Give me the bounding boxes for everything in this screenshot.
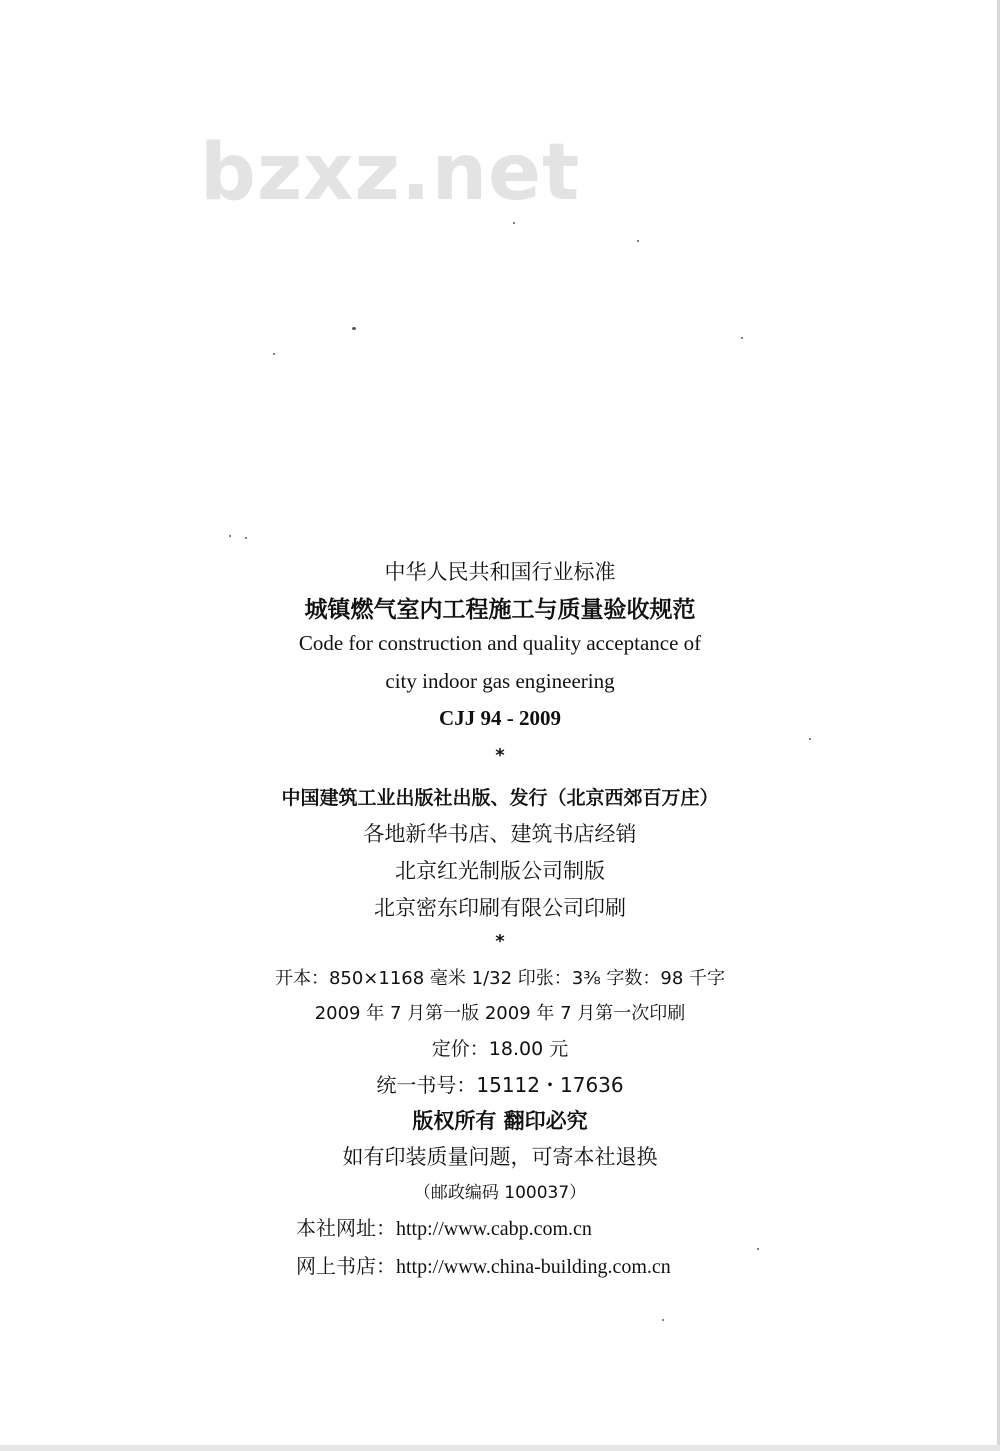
title-cn: 城镇燃气室内工程施工与质量验收规范 (304, 597, 696, 623)
return-notice: 如有印装质量问题，可寄本社退换 (342, 1145, 658, 1169)
publisher: 中国建筑工业出版社出版、发行（北京西郊百万庄） (281, 787, 719, 809)
edition-info: 2009 年 7 月第一版 2009 年 7 月第一次印刷 (314, 1003, 686, 1024)
title-en-line2: city indoor gas engineering (385, 669, 615, 693)
book-number: 统一书号：15112・17636 (376, 1073, 624, 1097)
printing: 北京密东印刷有限公司印刷 (374, 896, 626, 920)
scan-speck (273, 353, 275, 355)
scan-speck (229, 535, 231, 537)
bookstore-label: 网上书店： (296, 1254, 396, 1278)
website-url: http://www.cabp.com.cn (396, 1218, 592, 1240)
scan-speck (637, 240, 639, 242)
watermark: bzxz.net (200, 128, 581, 218)
scan-edge (0, 1445, 1000, 1451)
format-specs: 开本：850×1168 毫米 1/32 印张：3⅜ 字数：98 千字 (274, 968, 726, 989)
separator-star: * (495, 931, 505, 952)
plate-making: 北京红光制版公司制版 (395, 859, 605, 883)
distribution: 各地新华书店、建筑书店经销 (363, 822, 637, 846)
standard-series: 中华人民共和国行业标准 (384, 560, 616, 584)
website-line (296, 1212, 592, 1241)
scan-speck (352, 327, 356, 330)
standard-code: CJJ 94 - 2009 (439, 706, 561, 730)
title-en-line1: Code for construction and quality acceptance of (298, 631, 702, 655)
bookstore-line (296, 1250, 671, 1279)
postcode: （邮政编码 100037） (413, 1183, 587, 1203)
website-label: 本社网址： (296, 1216, 396, 1240)
scan-speck (245, 537, 247, 539)
scan-speck (662, 1319, 664, 1321)
scan-speck (513, 222, 515, 224)
separator-star: * (495, 745, 505, 766)
bookstore-url: http://www.china-building.com.cn (396, 1256, 671, 1278)
scan-speck (757, 1248, 759, 1250)
scan-speck (809, 738, 811, 740)
price: 定价：18.00 元 (431, 1038, 569, 1060)
scan-speck (741, 337, 743, 339)
copyright-notice: 版权所有 翻印必究 (412, 1109, 588, 1133)
